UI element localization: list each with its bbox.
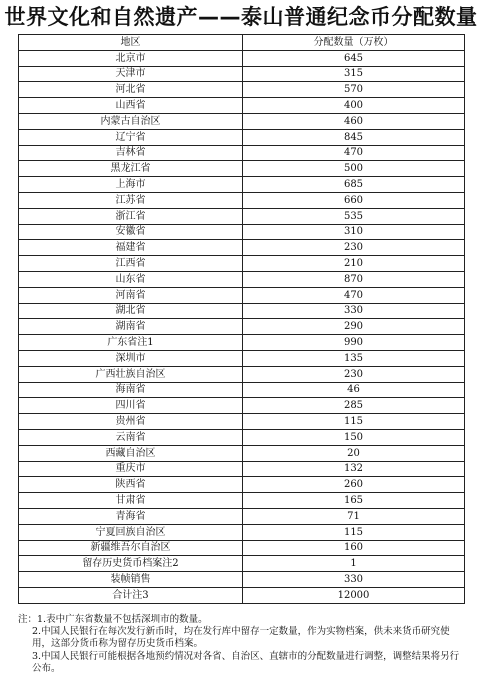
- region-cell: 湖北省: [19, 303, 243, 319]
- table-row: [19, 493, 465, 509]
- table-row: [19, 572, 465, 588]
- quantity-cell: 290: [243, 319, 465, 335]
- table-row: [19, 350, 465, 366]
- quantity-cell: 330: [243, 572, 465, 588]
- quantity-cell: 115: [243, 414, 465, 430]
- region-cell: 安徽省: [19, 224, 243, 240]
- table-row: [19, 161, 465, 177]
- quantity-cell: 135: [243, 350, 465, 366]
- region-cell: 山西省: [19, 98, 243, 114]
- table-row: [19, 271, 465, 287]
- quantity-cell: 230: [243, 240, 465, 256]
- region-cell: 河南省: [19, 287, 243, 303]
- table-row: [19, 256, 465, 272]
- region-cell: 上海市: [19, 177, 243, 193]
- region-cell: 西藏自治区: [19, 445, 243, 461]
- table-row: [19, 50, 465, 66]
- quantity-cell: 210: [243, 256, 465, 272]
- table-row: [19, 429, 465, 445]
- table-row: [19, 240, 465, 256]
- quantity-cell: 165: [243, 493, 465, 509]
- region-cell: 天津市: [19, 66, 243, 82]
- quantity-cell: 660: [243, 192, 465, 208]
- quantity-cell: 160: [243, 540, 465, 556]
- table-row: [19, 145, 465, 161]
- quantity-cell: 12000: [243, 587, 465, 603]
- quantity-cell: 132: [243, 461, 465, 477]
- table-row: [19, 82, 465, 98]
- column-header-region: 地区: [19, 35, 243, 51]
- quantity-cell: 260: [243, 477, 465, 493]
- table-row: [19, 224, 465, 240]
- region-cell: 浙江省: [19, 208, 243, 224]
- region-cell: 河北省: [19, 82, 243, 98]
- region-cell: 北京市: [19, 50, 243, 66]
- quantity-cell: 500: [243, 161, 465, 177]
- region-cell: 山东省: [19, 271, 243, 287]
- region-cell: 广东省注1: [19, 335, 243, 351]
- quantity-cell: 535: [243, 208, 465, 224]
- table-row: [19, 287, 465, 303]
- quantity-cell: 330: [243, 303, 465, 319]
- table-row: [19, 524, 465, 540]
- table-row: [19, 540, 465, 556]
- region-cell: 辽宁省: [19, 129, 243, 145]
- column-header-quantity: 分配数量（万枚）: [243, 35, 465, 51]
- quantity-cell: 1: [243, 556, 465, 572]
- quantity-cell: 990: [243, 335, 465, 351]
- table-row: [19, 66, 465, 82]
- table-row: [19, 208, 465, 224]
- table-row: [19, 177, 465, 193]
- quantity-cell: 870: [243, 271, 465, 287]
- region-cell: 宁夏回族自治区: [19, 524, 243, 540]
- table-row: [19, 335, 465, 351]
- quantity-cell: 470: [243, 145, 465, 161]
- quantity-cell: 470: [243, 287, 465, 303]
- region-cell: 江苏省: [19, 192, 243, 208]
- quantity-cell: 645: [243, 50, 465, 66]
- quantity-cell: 845: [243, 129, 465, 145]
- region-cell: 湖南省: [19, 319, 243, 335]
- region-cell: 甘肃省: [19, 493, 243, 509]
- footnote-2: 2.中国人民银行在每次发行新币时，均在发行库中留存一定数量，作为实物档案，供未来货币研究使用，这部分货币称为留存历史货币档案。: [32, 626, 450, 650]
- quantity-cell: 150: [243, 429, 465, 445]
- footnotes: [18, 614, 468, 675]
- quantity-cell: 315: [243, 66, 465, 82]
- table-row: [19, 303, 465, 319]
- region-cell: 江西省: [19, 256, 243, 272]
- allocation-table: [18, 34, 465, 604]
- region-cell: 合计注3: [19, 587, 243, 603]
- quantity-cell: 20: [243, 445, 465, 461]
- region-cell: 广西壮族自治区: [19, 366, 243, 382]
- region-cell: 四川省: [19, 398, 243, 414]
- region-cell: 陕西省: [19, 477, 243, 493]
- quantity-cell: 400: [243, 98, 465, 114]
- region-cell: 重庆市: [19, 461, 243, 477]
- region-cell: 吉林省: [19, 145, 243, 161]
- table-row: [19, 366, 465, 382]
- table-row: [19, 556, 465, 572]
- region-cell: 内蒙古自治区: [19, 113, 243, 129]
- region-cell: 新疆维吾尔自治区: [19, 540, 243, 556]
- table-row: [19, 319, 465, 335]
- footnote-3: 3.中国人民银行可能根据各地预约情况对各省、自治区、直辖市的分配数量进行调整，调整结果将另行公布。: [32, 650, 460, 674]
- table-row: [19, 129, 465, 145]
- quantity-cell: 285: [243, 398, 465, 414]
- quantity-cell: 460: [243, 113, 465, 129]
- quantity-cell: 685: [243, 177, 465, 193]
- table-header-row: [19, 35, 465, 51]
- quantity-cell: 115: [243, 524, 465, 540]
- table-row: [19, 98, 465, 114]
- region-cell: 福建省: [19, 240, 243, 256]
- table-row: [19, 587, 465, 603]
- table-row: [19, 382, 465, 398]
- region-cell: 黑龙江省: [19, 161, 243, 177]
- quantity-cell: 230: [243, 366, 465, 382]
- table-row: [19, 445, 465, 461]
- page-title: 世界文化和自然遗产——泰山普通纪念币分配数量: [4, 5, 478, 29]
- table-row: [19, 192, 465, 208]
- quantity-cell: 570: [243, 82, 465, 98]
- region-cell: 留存历史货币档案注2: [19, 556, 243, 572]
- table-row: [19, 477, 465, 493]
- table-row: [19, 414, 465, 430]
- quantity-cell: 71: [243, 508, 465, 524]
- region-cell: 海南省: [19, 382, 243, 398]
- region-cell: 贵州省: [19, 414, 243, 430]
- region-cell: 深圳市: [19, 350, 243, 366]
- region-cell: 云南省: [19, 429, 243, 445]
- region-cell: 装帧销售: [19, 572, 243, 588]
- region-cell: 青海省: [19, 508, 243, 524]
- table-row: [19, 113, 465, 129]
- quantity-cell: 310: [243, 224, 465, 240]
- table-row: [19, 508, 465, 524]
- footnote-1: 注：1.表中广东省数量不包括深圳市的数量。: [18, 614, 208, 625]
- table-row: [19, 461, 465, 477]
- table-row: [19, 398, 465, 414]
- quantity-cell: 46: [243, 382, 465, 398]
